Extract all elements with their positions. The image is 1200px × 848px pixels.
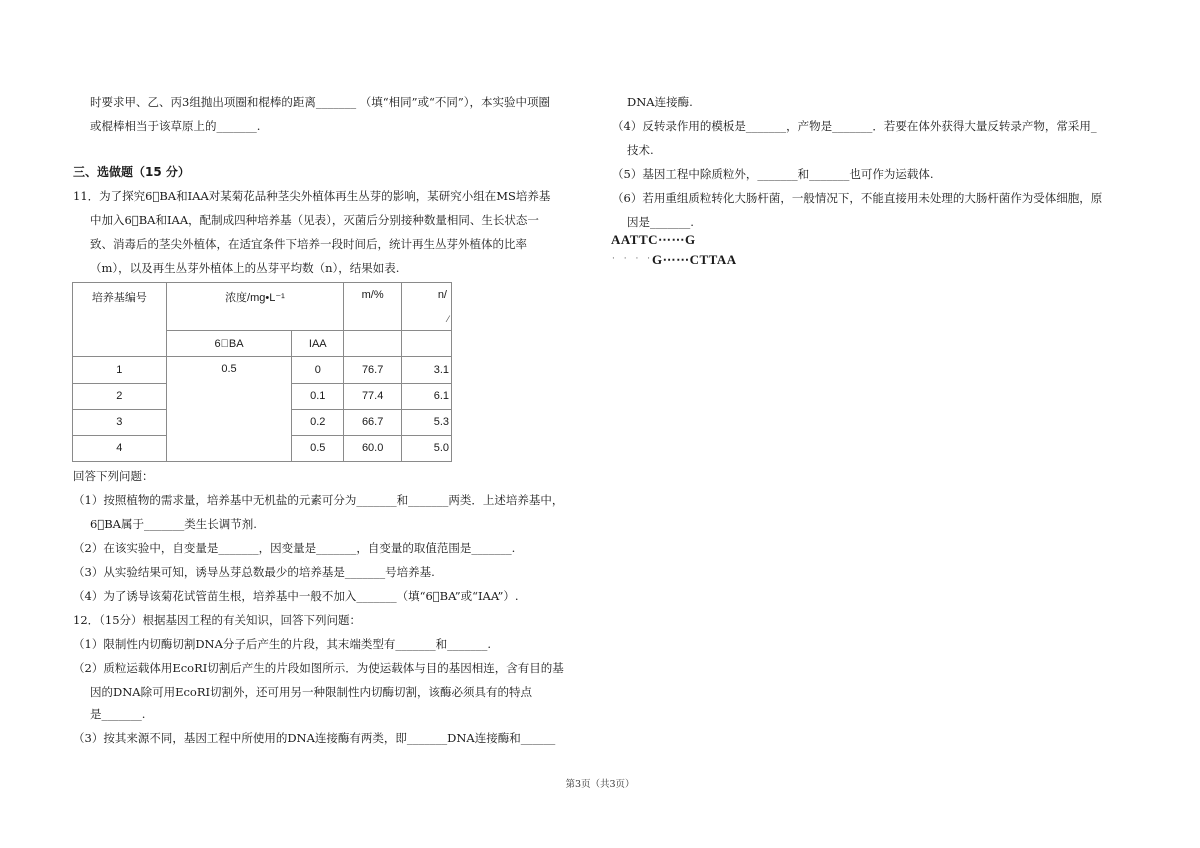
- q11-line-1: 11．为了探究6􏰀BA和IAA对某菊花品种茎尖外植体再生丛芽的影响，某研究小组在MS培养基: [73, 189, 551, 203]
- cell-n: 5.3: [402, 409, 452, 435]
- dna-fragment-bottom: G⋯⋯CTTAA: [652, 252, 737, 267]
- header-m: m/%: [344, 283, 402, 331]
- q12-item-3: （3）按其来源不同，基因工程中所使用的DNA连接酶有两类，即_______DNA连接酶和______: [73, 731, 556, 745]
- cell-m: 77.4: [344, 383, 402, 409]
- cell-6ba-value: 0.5: [166, 357, 292, 462]
- cell-medium-no: 3: [73, 409, 167, 435]
- cell-m: 66.7: [344, 409, 402, 435]
- cell-n: 3.1: [402, 357, 452, 383]
- intro-line-1: 时要求甲、乙、丙3组抛出项圈和棍棒的距离_______ （填“相同”或“不同”），本实验中项圈: [90, 95, 550, 109]
- right-line-1: DNA连接酶.: [627, 95, 693, 109]
- header-concentration: 浓度/mg•L⁻¹: [166, 283, 344, 331]
- cell-medium-no: 4: [73, 435, 167, 461]
- q11-item-1: （1）按照植物的需求量，培养基中无机盐的元素可分为_______和_______两类．上述培养基中，: [73, 493, 564, 507]
- cell-m: 60.0: [344, 435, 402, 461]
- cell-iaa: 0.5: [292, 435, 344, 461]
- cell-medium-no: 2: [73, 383, 167, 409]
- q12-item-2-cont: 因的DNA除可用EcoRI切割外，还可用另一种限制性内切酶切割，该酶必须具有的特点: [90, 685, 533, 699]
- cell-iaa: 0.2: [292, 409, 344, 435]
- q11-line-3: 致、消毒后的茎尖外植体，在适宜条件下培养一段时间后，统计再生丛芽外植体的比率: [90, 237, 527, 251]
- dna-fragment-dots: · · · ·: [612, 254, 654, 264]
- cell-iaa: 0: [292, 357, 344, 383]
- cell-n: 6.1: [402, 383, 452, 409]
- table-row: [73, 357, 452, 383]
- q11-line-2: 中加入6􏰀BA和IAA，配制成四种培养基（见表），灭菌后分别接种数量相同、生长状态一: [90, 213, 539, 227]
- q11-item-1-cont: 6􏰀BA属于_______类生长调节剂.: [90, 517, 257, 531]
- header-iaa: IAA: [292, 331, 344, 357]
- header-medium-number: 培养基编号: [73, 283, 167, 357]
- answer-prompt: 回答下列问题：: [73, 469, 154, 483]
- cell-n: 5.0: [402, 435, 452, 461]
- right-line-2: （4）反转录作用的模板是_______，产物是_______．若要在体外获得大量反转录产物，常采用_: [612, 119, 1097, 133]
- header-6ba: 6􏰀BA: [166, 331, 292, 357]
- cell-iaa: 0.1: [292, 383, 344, 409]
- q12-item-1: （1）限制性内切酶切割DNA分子后产生的片段，其末端类型有_______和_______.: [73, 637, 492, 651]
- header-n-label: n/: [437, 289, 447, 301]
- right-line-3: 技术.: [627, 143, 654, 157]
- dna-fragment-top: AATTC⋯⋯G: [611, 232, 696, 247]
- q11-item-4: （4）为了诱导该菊花试管苗生根，培养基中一般不加入_______（填“6􏰀BA”或“IAA”）.: [73, 589, 519, 603]
- right-line-5: （6）若用重组质粒转化大肠杆菌，一般情况下，不能直接用未处理的大肠杆菌作为受体细胞，原: [612, 191, 1103, 205]
- q12-item-2-end: 是_______.: [90, 707, 146, 721]
- intro-line-2: 或棍棒相当于该草原上的_______.: [90, 119, 261, 133]
- results-table: [72, 282, 452, 462]
- header-n-blank: [402, 331, 452, 357]
- cell-m: 76.7: [344, 357, 402, 383]
- page-footer: 第3页（共3页）: [565, 779, 635, 790]
- right-line-6: 因是_______.: [627, 215, 694, 229]
- header-n-mark: ⁄: [447, 314, 449, 325]
- q11-line-4: （m），以及再生丛芽外植体上的丛芽平均数（n），结果如表.: [90, 261, 400, 275]
- header-n: [402, 283, 452, 331]
- q12-item-2: （2）质粒运载体用EcoRI切割后产生的片段如图所示．为使运载体与目的基因相连，含有目的基: [73, 661, 564, 675]
- q12-title: 12．（15分）根据基因工程的有关知识，回答下列问题：: [73, 613, 362, 627]
- cell-medium-no: 1: [73, 357, 167, 383]
- header-m-blank: [344, 331, 402, 357]
- right-line-4: （5）基因工程中除质粒外，_______和_______也可作为运载体.: [612, 167, 934, 181]
- q11-item-3: （3）从实验结果可知，诱导丛芽总数最少的培养基是_______号培养基.: [73, 565, 435, 579]
- q11-item-2: （2）在该实验中，自变量是_______，因变量是_______，自变量的取值范围是_______.: [73, 541, 516, 555]
- section-title: 三、选做题（15 分）: [73, 165, 190, 179]
